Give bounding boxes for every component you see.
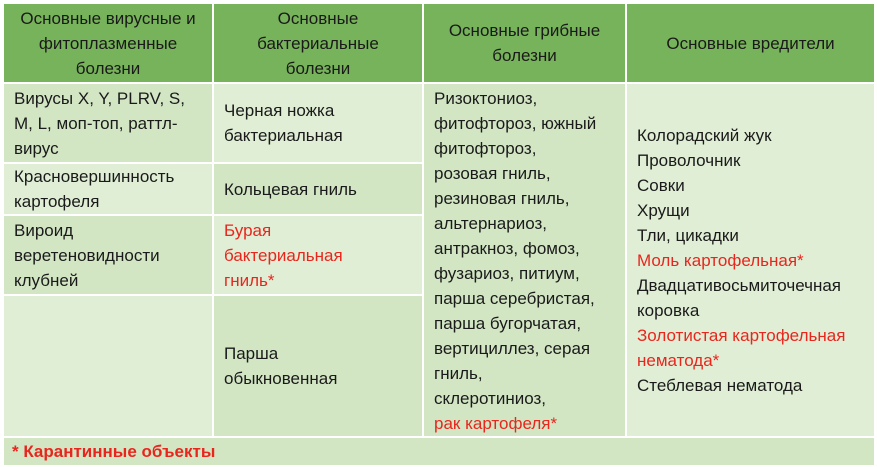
- header-bacterial-diseases: Основные бактериальные болезни: [213, 3, 423, 83]
- pests-cell: Колорадский жук Проволочник Совки Хрущи Тли, цикадки Моль картофельная* Двадцативосьмиточечная коровка Золотистая картофельная нематода* Стеблевая нематода: [626, 83, 875, 437]
- bacterial-cell: [213, 215, 423, 295]
- bacterial-cell: Кольцевая гниль: [213, 163, 423, 215]
- quarantine-item: Золотистая картофельная: [637, 325, 846, 345]
- header-viral-diseases: Основные вирусные и фитоплазменные болезни: [3, 3, 213, 83]
- virus-cell: Вирусы X, Y, PLRV, S, M, L, моп-топ, раттл- вирус: [3, 83, 213, 163]
- quarantine-item: гниль*: [224, 271, 275, 290]
- quarantine-legend: * Карантинные объекты: [3, 437, 875, 466]
- quarantine-item: нематода*: [637, 350, 720, 370]
- fungal-diseases-cell: Ризоктониоз, фитофтороз, южный фитофтороз, розовая гниль, резиновая гниль, альтернариоз, антракноз, фомоз, фузариоз, питиум, парша серебристая, парша бугорчатая, вертициллез, серая гниль, склеротиниоз, рак картофеля*: [423, 83, 626, 437]
- header-pests: Основные вредители: [626, 3, 875, 83]
- virus-cell-empty: [3, 295, 213, 437]
- header-fungal-diseases: Основные грибные болезни: [423, 3, 626, 83]
- quarantine-item: Моль картофельная*: [637, 250, 804, 270]
- bacterial-cell: Черная ножка бактериальная: [213, 83, 423, 163]
- quarantine-item: рак картофеля*: [434, 414, 558, 433]
- quarantine-item: Бурая: [224, 221, 272, 240]
- virus-cell: Вироид веретеновидности клубней: [3, 215, 213, 295]
- virus-cell: Красновершинность картофеля: [3, 163, 213, 215]
- header-row: [3, 3, 875, 83]
- diseases-pests-table: [2, 2, 876, 467]
- bacterial-cell: Парша обыкновенная: [213, 295, 423, 437]
- table-row: [3, 83, 875, 163]
- quarantine-item: бактериальная: [224, 246, 343, 265]
